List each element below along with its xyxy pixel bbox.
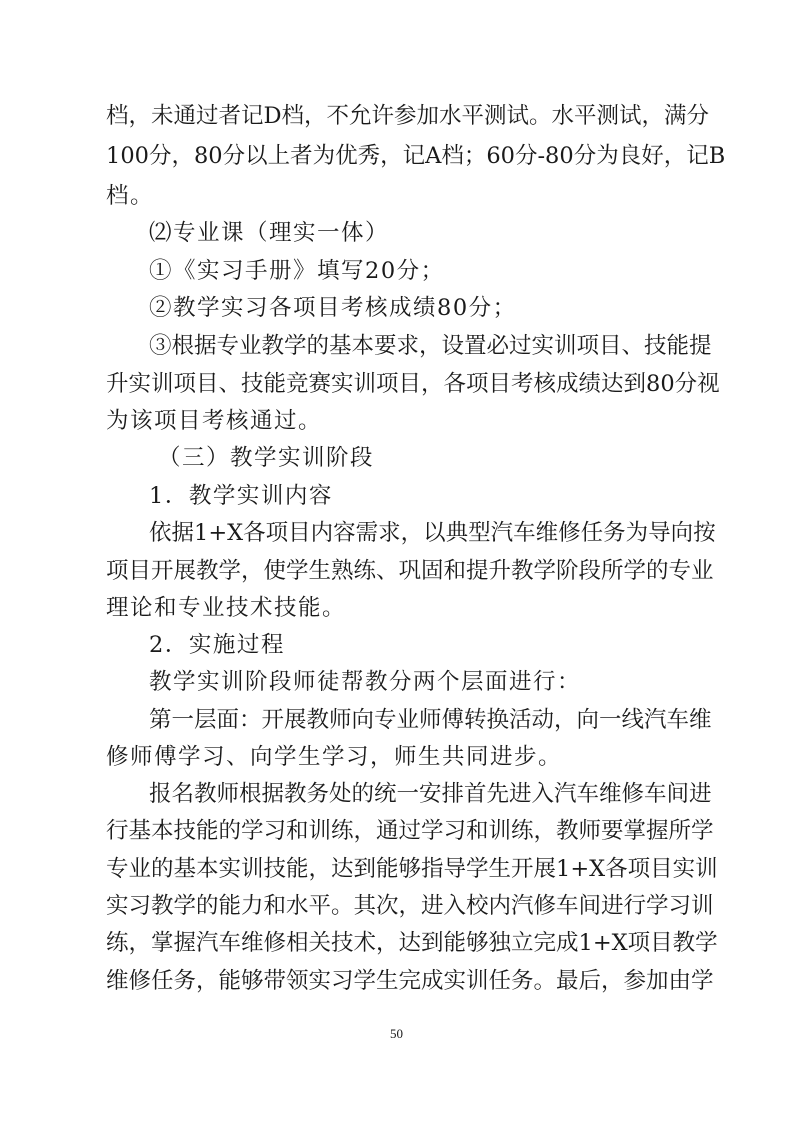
paragraph-line: 专业的基本实训技能，达到能够指导学生开展1+X各项目实训 xyxy=(106,856,718,882)
paragraph-line: 教学实训阶段师徒帮教分两个层面进行： xyxy=(149,669,582,695)
paragraph-line: 实习教学的能力和水平。其次，进入校内汽修车间进行学习训 xyxy=(106,893,714,919)
paragraph-line: 行基本技能的学习和训练，通过学习和训练，教师要掌握所学 xyxy=(106,818,714,844)
paragraph-line: 档，未通过者记D档，不允许参加水平测试。水平测试，满分 xyxy=(106,103,710,129)
list-item: ③根据专业教学的基本要求，设置必过实训项目、技能提 xyxy=(149,333,712,359)
paragraph-line: 为该项目考核通过。 xyxy=(106,408,323,434)
section-subheading: ⑵专业课（理实一体） xyxy=(149,220,390,246)
section-heading: （三）教学实训阶段 xyxy=(158,445,375,471)
subsection-heading: 2．实施过程 xyxy=(149,632,285,658)
paragraph-line: 维修任务，能够带领实习学生完成实训任务。最后，参加由学 xyxy=(106,968,714,994)
list-item: ①《实习手册》填写20分； xyxy=(149,258,445,284)
paragraph-line: 项目开展教学，使学生熟练、巩固和提升教学阶段所学的专业 xyxy=(106,558,714,584)
paragraph-line: 练，掌握汽车维修相关技术，达到能够独立完成1+X项目教学 xyxy=(106,930,718,956)
paragraph-line: 第一层面：开展教师向专业师傅转换活动，向一线汽车维 xyxy=(149,707,712,733)
paragraph-line: 修师傅学习、向学生学习，师生共同进步。 xyxy=(106,744,563,770)
paragraph-line: 理论和专业技术技能。 xyxy=(106,595,347,621)
paragraph-line: 档。 xyxy=(106,183,155,209)
paragraph-line: 升实训项目、技能竞赛实训项目，各项目考核成绩达到80分视 xyxy=(106,371,720,397)
paragraph-line: 报名教师根据教务处的统一安排首先进入汽车维修车间进 xyxy=(149,781,712,807)
paragraph-line: 依据1+X各项目内容需求，以典型汽车维修任务为导向按 xyxy=(149,520,716,546)
subsection-heading: 1．教学实训内容 xyxy=(149,483,333,509)
page-number: 50 xyxy=(390,1026,403,1041)
list-item: ②教学实习各项目考核成绩80分； xyxy=(149,295,517,321)
paragraph-line: 100分，80分以上者为优秀，记A档；60分-80分为良好，记B xyxy=(106,143,726,169)
